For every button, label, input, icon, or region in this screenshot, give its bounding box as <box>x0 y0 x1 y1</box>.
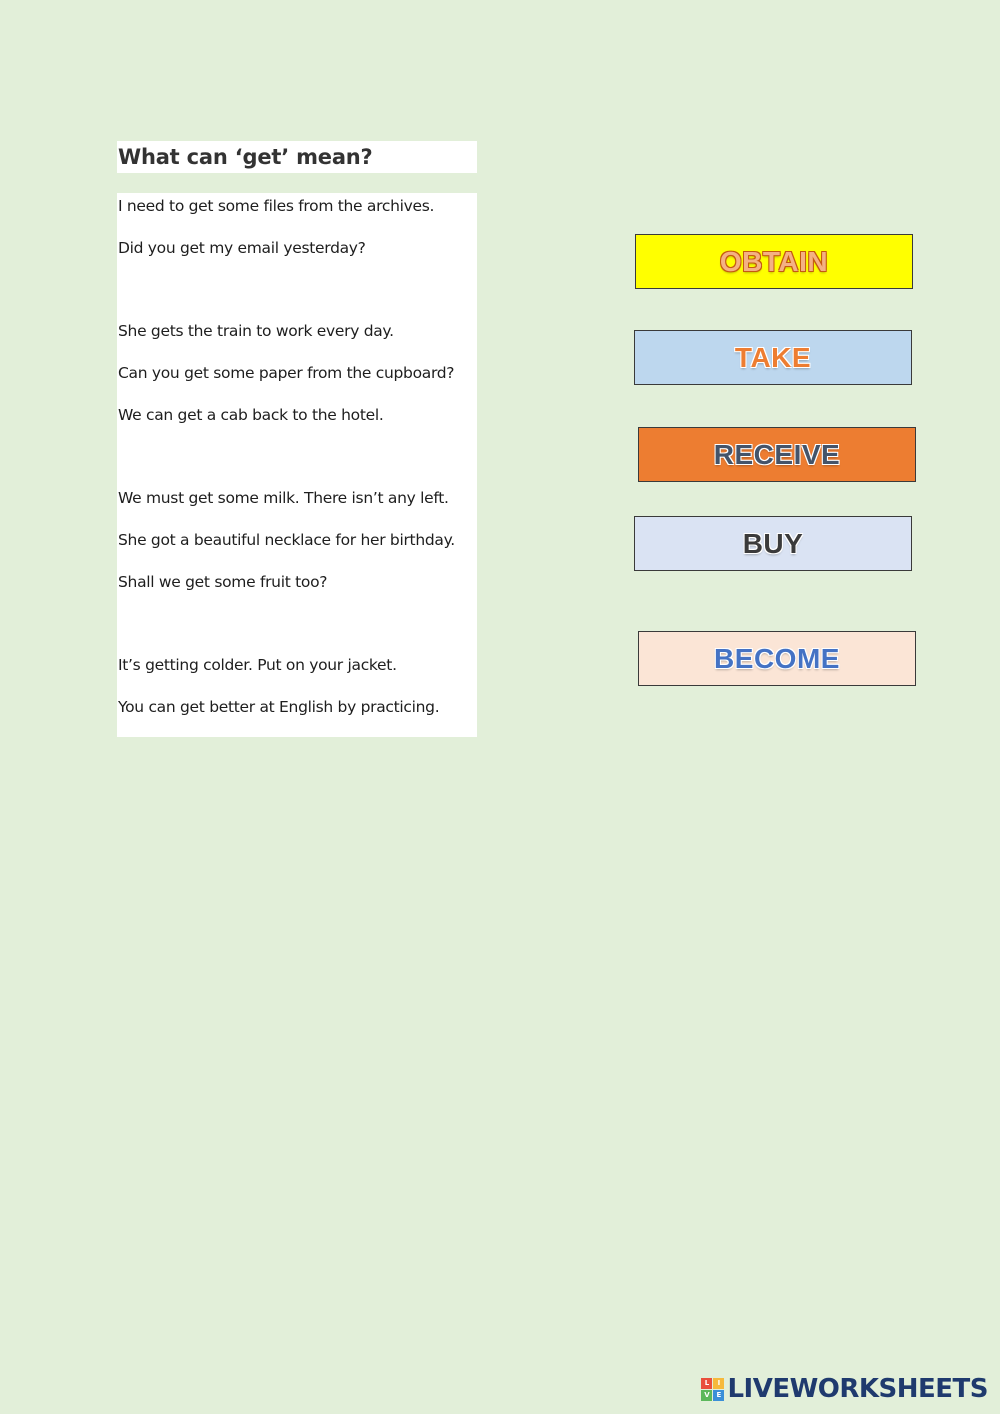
logo-letter-v: V <box>701 1390 712 1401</box>
sentence-2: Did you get my email yesterday? <box>118 239 366 257</box>
logo-letter-e: E <box>713 1390 724 1401</box>
sentence-10: You can get better at English by practicing. <box>118 698 440 716</box>
sentence-4: Can you get some paper from the cupboard? <box>118 364 455 382</box>
word-label-buy: BUY <box>742 527 804 559</box>
word-card-become[interactable] <box>638 631 916 686</box>
word-card-buy[interactable] <box>634 516 912 571</box>
word-card-obtain[interactable] <box>635 234 913 289</box>
liveworksheets-logo[interactable] <box>701 1374 988 1404</box>
logo-text: LIVEWORKSHEETS <box>727 1374 988 1404</box>
sentence-1: I need to get some files from the archives. <box>118 197 435 215</box>
word-card-take[interactable] <box>634 330 912 385</box>
word-label-become: BECOME <box>714 642 840 674</box>
sentence-3: She gets the train to work every day. <box>118 322 394 340</box>
title-box <box>117 141 477 173</box>
sentence-7: She got a beautiful necklace for her birthday. <box>118 531 455 549</box>
logo-mark-icon <box>701 1378 724 1401</box>
sentences-list <box>117 193 477 737</box>
sentence-5: We can get a cab back to the hotel. <box>118 406 384 424</box>
sentence-6: We must get some milk. There isn’t any left. <box>118 489 449 507</box>
logo-letter-i: I <box>713 1378 724 1389</box>
logo-letter-l: L <box>701 1378 712 1389</box>
sentence-9: It’s getting colder. Put on your jacket. <box>118 656 397 674</box>
page-title: What can ‘get’ mean? <box>118 145 373 169</box>
word-card-receive[interactable] <box>638 427 916 482</box>
sentence-8: Shall we get some fruit too? <box>118 573 328 591</box>
word-label-obtain: OBTAIN <box>719 245 829 277</box>
word-label-receive: RECEIVE <box>713 438 841 470</box>
word-label-take: TAKE <box>734 341 812 373</box>
